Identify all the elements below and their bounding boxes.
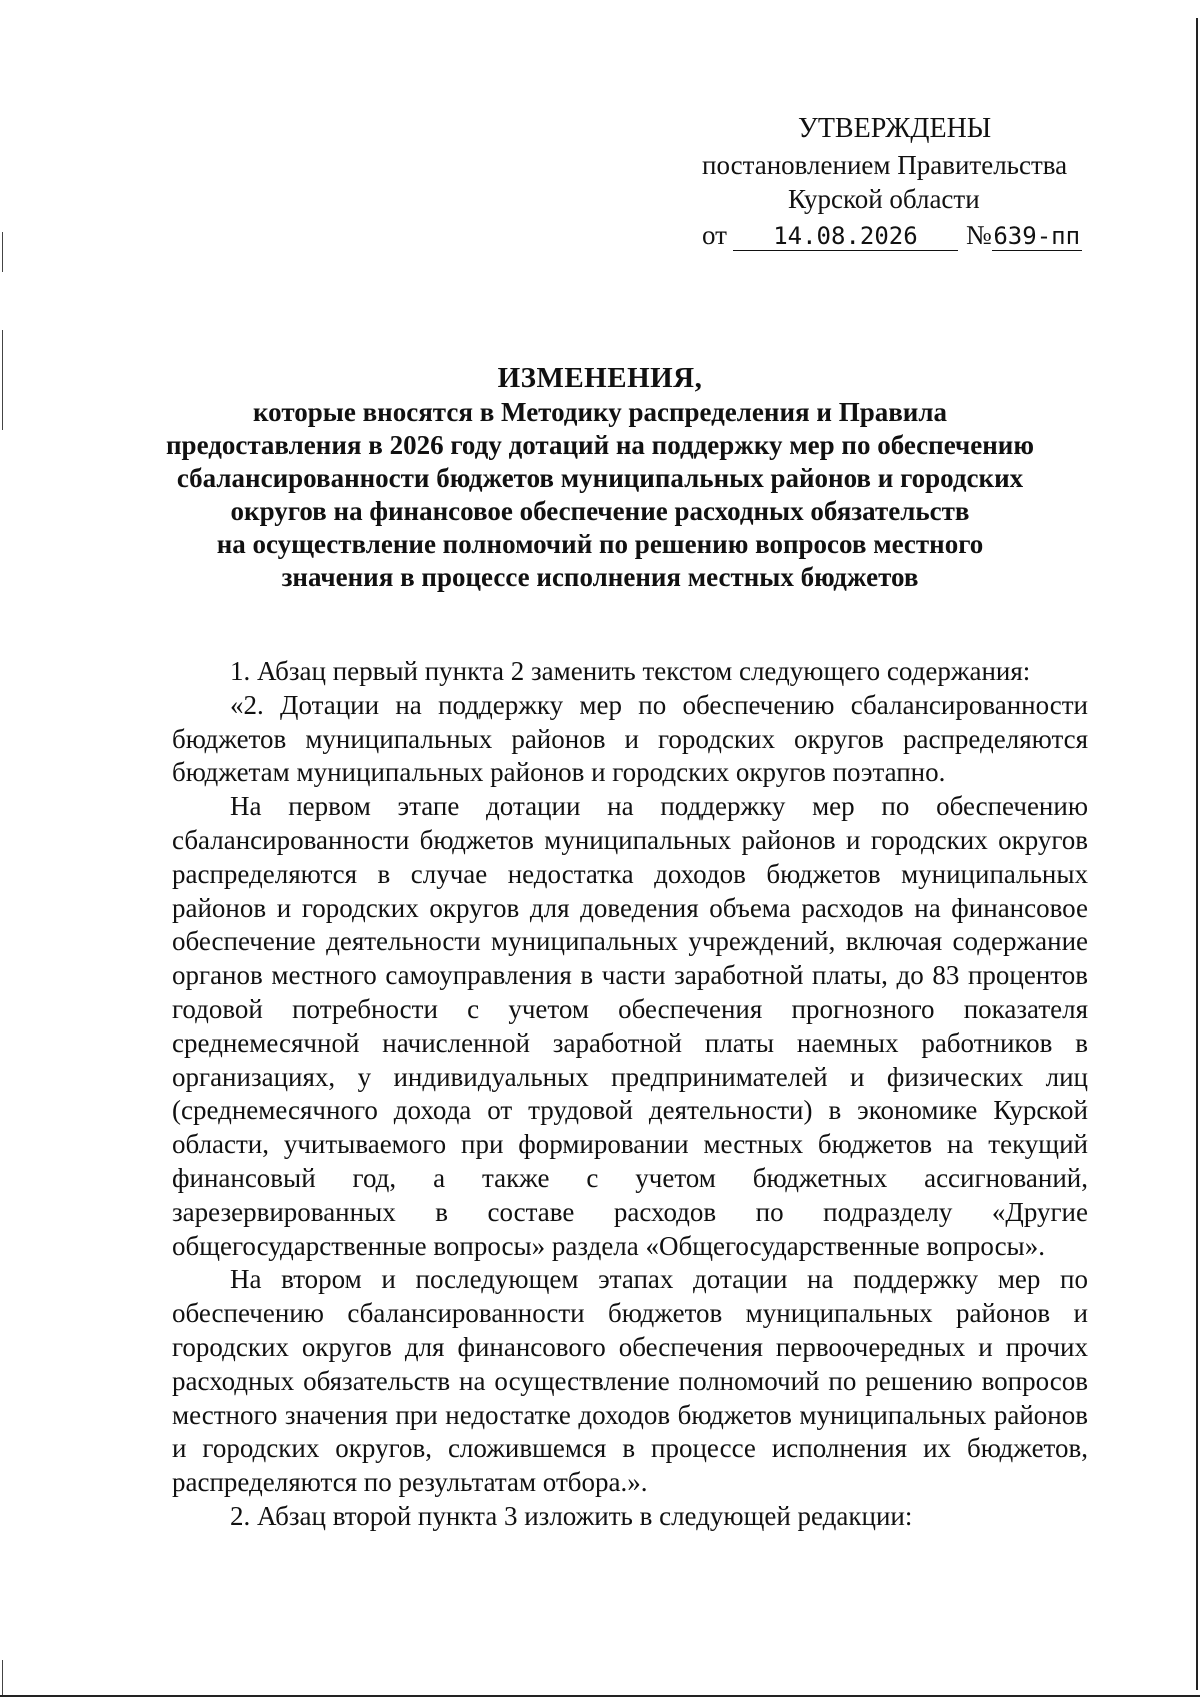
scan-mark — [2, 330, 3, 430]
paragraph-first-stage: На первом этапе дотации на поддержку мер по обеспечению сбалансированности бюджетов муниципальных районов и городских округов распределяются в случае недостатка доходов бюджетов муниципальных районов и городских округов для доведения объема расходов на финансовое обеспечение деятельности муниципальных учреждений, включая содержание органов местного самоуправления в части заработной платы, до 83 процентов годовой потребности с учетом обеспечения прогнозного показателя среднемесячной начисленной заработной платы наемных работников в организациях, у индивидуальных предпринимателей и физических лиц (среднемесячного дохода от трудовой деятельности) в экономике Курской области, учитываемого при формировании местных бюджетов на текущий финансовый год, а также с учетом бюджетных ассигнований, зарезервированных в составе расходов по подразделу «Другие общегосударственные вопросы» раздела «Общегосударственные вопросы». — [172, 791, 1088, 1261]
approval-date: 14.08.2026 — [733, 222, 958, 251]
approval-region: Курской области — [788, 184, 980, 214]
title-line: предоставления в 2026 году дотаций на поддержку мер по обеспечению — [166, 430, 1034, 460]
title-line: на осуществление полномочий по решению вопросов местного — [216, 529, 984, 559]
approval-title: УТВЕРЖДЕНЫ — [798, 113, 992, 144]
paragraph-item-1: 1. Абзац первый пункта 2 заменить текстом следующего содержания: — [230, 656, 1031, 686]
title-line: значения в процессе исполнения местных бюджетов — [281, 562, 919, 592]
scan-mark — [2, 1660, 3, 1695]
scan-edge-bottom — [0, 1695, 1200, 1697]
approval-authority: постановлением Правительства — [702, 150, 1068, 180]
approval-number: 639-пп — [993, 222, 1081, 250]
paragraph-quote-start: «2. Дотации на поддержку мер по обеспечению сбалансированности бюджетов муниципальных районов и городских округов распределяются бюджетам муниципальных районов и городских округов поэтапно. — [172, 689, 1088, 788]
paragraph-item-2: 2. Абзац второй пункта 3 изложить в следующей редакции: — [230, 1500, 913, 1531]
number-label: № — [965, 220, 992, 250]
title-line: сбалансированности бюджетов муниципальных районов и городских — [176, 463, 1024, 493]
document-title — [140, 362, 1060, 594]
from-label: от — [702, 220, 727, 250]
approval-date-number — [702, 218, 1082, 252]
scan-edge-right — [1196, 18, 1198, 1690]
title-line: которые вносятся в Методику распределения и Правила — [252, 397, 947, 427]
document-body — [172, 655, 1088, 1534]
title-heading: ИЗМЕНЕНИЯ, — [497, 362, 703, 394]
paragraph-second-stage: На втором и последующем этапах дотации на поддержку мер по обеспечению сбалансированности бюджетов муниципальных районов и городских округов для финансового обеспечения первоочередных и прочих расходных обязательств на осуществление полномочий по решению вопросов местного значения при недостатке доходов бюджетов муниципальных районов и городских округов, сложившемся в процессе исполнения их бюджетов, распределяются по результатам отбора.». — [172, 1264, 1088, 1498]
scan-mark — [2, 232, 3, 272]
title-line: округов на финансовое обеспечение расходных обязательств — [230, 496, 970, 526]
